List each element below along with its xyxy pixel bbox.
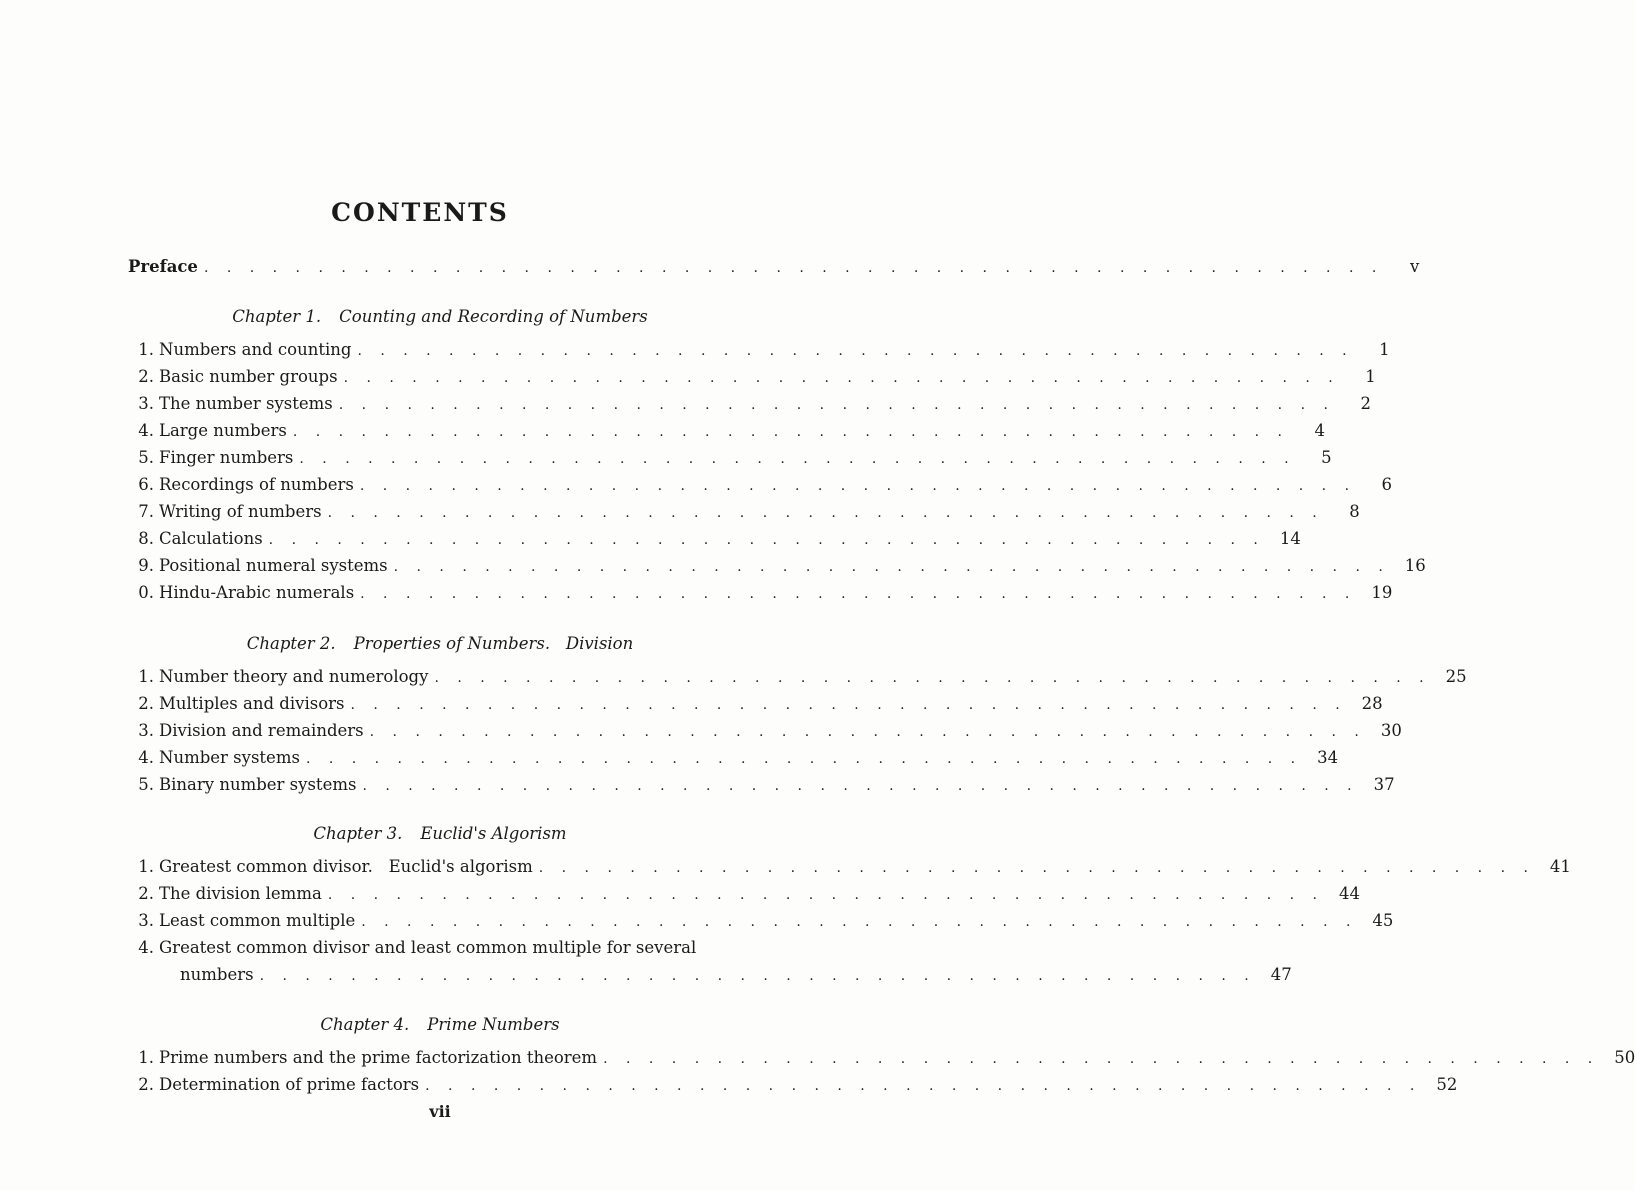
toc-page-number: 52	[1436, 1075, 1458, 1094]
leader-dots: . . . . . . . . . . . . . . . . . . . . . . . . . . . . . . . . . . . . . . . . . . . .	[327, 505, 1324, 521]
section-number: 9.	[138, 556, 154, 575]
toc-entry	[128, 773, 1395, 797]
leader-dots: . . . . . . . . . . . . . . . . . . . . . . . . . . . . . . . . . . . . . . . . . . . .	[369, 724, 1366, 740]
chapter-heading	[0, 1015, 880, 1034]
leader-dots: . . . . . . . . . . . . . . . . . . . . . . . . . . . . . . . . . . . . . . . . . . . .	[350, 697, 1347, 713]
section-number: 1.	[138, 667, 154, 686]
toc-label: Determination of prime factors	[159, 1075, 420, 1094]
section-number: 3.	[138, 721, 154, 740]
section-number: 2.	[138, 1075, 154, 1094]
section-number: 6.	[138, 475, 154, 494]
toc-entry	[128, 719, 1402, 743]
leader-dots: . . . . . . . . . . . . . . . . . . . . . . . . . . . . . . . . . . . . . . . . . . . .	[357, 343, 1354, 359]
section-number: 2.	[138, 694, 154, 713]
leader-dots: . . . . . . . . . . . . . . . . . . . . . . . . . . . . . . . . . . . . . . . . . . . .	[292, 424, 1290, 440]
chapter-heading	[0, 634, 880, 653]
page-title: CONTENTS	[331, 198, 509, 227]
toc-label: Hindu-Arabic numerals	[159, 583, 355, 602]
section-number: 5.	[138, 775, 154, 794]
toc-page-number: v	[1409, 257, 1420, 276]
toc-entry	[128, 746, 1339, 770]
section-number: 3.	[138, 911, 154, 930]
leader-dots: . . . . . . . . . . . . . . . . . . . . . . . . . . . . . . . . . . . . . . . . . . . .	[338, 397, 1335, 413]
leader-dots: . . . . . . . . . . . . . . . . . . . . . . . . . . . . . . . . . . . . . . . . . . . . . . . . . . . .	[203, 260, 1384, 276]
leader-dots: . . . . . . . . . . . . . . . . . . . . . . . . . . . . . . . . . . . . . . . . . . . .	[434, 670, 1431, 686]
toc-label: Number systems	[159, 748, 300, 767]
toc-page-number: 1	[1379, 340, 1390, 359]
toc-label: Multiples and divisors	[159, 694, 345, 713]
toc-page-number: 28	[1361, 694, 1383, 713]
toc-entry	[128, 1073, 1458, 1097]
section-number: 5.	[138, 448, 154, 467]
toc-label: Division and remainders	[159, 721, 364, 740]
section-number: 7.	[138, 502, 154, 521]
section-number: 4.	[138, 421, 154, 440]
toc-page-number: 1	[1365, 367, 1376, 386]
chapter-number: Chapter 3.	[313, 824, 403, 843]
toc-page-number: 4	[1314, 421, 1326, 440]
toc-entry	[128, 936, 756, 960]
toc-page-number: 50	[1614, 1048, 1635, 1067]
toc-page-number: 37	[1373, 775, 1395, 794]
toc-entry	[128, 392, 1371, 416]
toc-label: Greatest common divisor. Euclid's algorism	[159, 857, 533, 876]
toc-label: Positional numeral systems	[159, 556, 388, 575]
chapter-number: Chapter 4.	[320, 1015, 410, 1034]
toc-label: Number theory and numerology	[159, 667, 429, 686]
toc-entry	[128, 554, 1426, 578]
toc-entry	[128, 581, 1393, 605]
toc-label: The division lemma	[159, 884, 322, 903]
toc-entry	[128, 338, 1390, 362]
toc-entry	[128, 855, 1571, 879]
leader-dots: . . . . . . . . . . . . . . . . . . . . . . . . . . . . . . . . . . . . . . . . . . . .	[327, 887, 1324, 903]
toc-page-number: 47	[1270, 965, 1292, 984]
toc-page-number: 8	[1349, 502, 1360, 521]
toc-label: Greatest common divisor and least common multiple for several	[159, 938, 697, 957]
section-number: 4.	[138, 748, 154, 767]
section-number: 4.	[138, 938, 154, 957]
toc-entry	[128, 692, 1383, 716]
leader-dots: . . . . . . . . . . . . . . . . . . . . . . . . . . . . . . . . . . . . . . . . . . . .	[361, 914, 1358, 930]
toc-label: Least common multiple	[159, 911, 356, 930]
chapter-number: Chapter 1.	[232, 307, 322, 326]
toc-label: Finger numbers	[159, 448, 294, 467]
toc-page-number: 45	[1372, 911, 1394, 930]
leader-dots: . . . . . . . . . . . . . . . . . . . . . . . . . . . . . . . . . . . . . . . . . . . .	[359, 478, 1357, 494]
toc-entry	[128, 419, 1326, 443]
leader-dots: . . . . . . . . . . . . . . . . . . . . . . . . . . . . . . . . . . . . . . . . . . . .	[343, 370, 1340, 386]
leader-dots: . . . . . . . . . . . . . . . . . . . . . . . . . . . . . . . . . . . . . . . . . . . .	[259, 968, 1256, 984]
page-folio: vii	[429, 1102, 451, 1121]
leader-dots: . . . . . . . . . . . . . . . . . . . . . . . . . . . . . . . . . . . . . . . . . . . .	[362, 778, 1359, 794]
leader-dots: . . . . . . . . . . . . . . . . . . . . . . . . . . . . . . . . . . . . . . . . . . . .	[538, 860, 1535, 876]
toc-label: Prime numbers and the prime factorization theorem	[159, 1048, 598, 1067]
toc-entry	[128, 1046, 1635, 1070]
toc-page-number: 41	[1549, 857, 1571, 876]
toc-page-number: 25	[1445, 667, 1467, 686]
chapter-heading	[0, 307, 880, 326]
toc-entry	[128, 909, 1394, 933]
chapter-number: Chapter 2.	[246, 634, 336, 653]
toc-entry	[128, 365, 1376, 389]
section-number: 2.	[138, 367, 154, 386]
toc-page-number: 19	[1371, 583, 1393, 602]
section-number: 1.	[138, 340, 154, 359]
toc-page-number: 5	[1321, 448, 1332, 467]
toc-label: numbers	[180, 965, 254, 984]
toc-entry	[128, 665, 1467, 689]
toc-entry-preface	[128, 255, 1420, 279]
chapter-title: Properties of Numbers. Division	[353, 634, 634, 653]
toc-page-number: 30	[1380, 721, 1402, 740]
toc-entry-continued	[128, 963, 1292, 987]
chapter-title: Prime Numbers	[427, 1015, 560, 1034]
section-number: 3.	[138, 394, 154, 413]
toc-label: Recordings of numbers	[159, 475, 354, 494]
toc-label: Writing of numbers	[159, 502, 322, 521]
leader-dots: . . . . . . . . . . . . . . . . . . . . . . . . . . . . . . . . . . . . . . . . . . . .	[603, 1051, 1600, 1067]
chapter-heading	[0, 824, 880, 843]
leader-dots: . . . . . . . . . . . . . . . . . . . . . . . . . . . . . . . . . . . . . . . . . . . .	[268, 532, 1265, 548]
toc-label: Numbers and counting	[159, 340, 352, 359]
toc-page-number: 14	[1279, 529, 1301, 548]
leader-dots: . . . . . . . . . . . . . . . . . . . . . . . . . . . . . . . . . . . . . . . . . . . .	[393, 559, 1390, 575]
leader-dots: . . . . . . . . . . . . . . . . . . . . . . . . . . . . . . . . . . . . . . . . . . . .	[360, 586, 1357, 602]
chapter-title: Counting and Recording of Numbers	[339, 307, 648, 326]
leader-dots: . . . . . . . . . . . . . . . . . . . . . . . . . . . . . . . . . . . . . . . . . . . .	[299, 451, 1296, 467]
toc-entry	[128, 500, 1360, 524]
toc-label: Basic number groups	[159, 367, 338, 386]
section-number: 8.	[138, 529, 154, 548]
toc-page-number: 2	[1360, 394, 1371, 413]
toc-page-number: 16	[1404, 556, 1426, 575]
toc-entry	[128, 473, 1393, 497]
toc-label: Preface	[128, 257, 198, 276]
section-number: 1.	[138, 857, 154, 876]
toc-label: Binary number systems	[159, 775, 357, 794]
toc-label: The number systems	[159, 394, 333, 413]
toc-page-number: 44	[1338, 884, 1360, 903]
section-number: 1.	[138, 1048, 154, 1067]
toc-page-number: 6	[1381, 475, 1393, 494]
leader-dots: . . . . . . . . . . . . . . . . . . . . . . . . . . . . . . . . . . . . . . . . . . . .	[425, 1078, 1422, 1094]
section-number: 0.	[138, 583, 154, 602]
toc-label: Large numbers	[159, 421, 287, 440]
toc-page-number: 34	[1317, 748, 1339, 767]
toc-entry	[128, 882, 1360, 906]
leader-dots: . . . . . . . . . . . . . . . . . . . . . . . . . . . . . . . . . . . . . . . . . . . .	[305, 751, 1303, 767]
toc-entry	[128, 446, 1332, 470]
toc-entry	[128, 527, 1301, 551]
toc-label: Calculations	[159, 529, 263, 548]
section-number: 2.	[138, 884, 154, 903]
chapter-title: Euclid's Algorism	[420, 824, 567, 843]
